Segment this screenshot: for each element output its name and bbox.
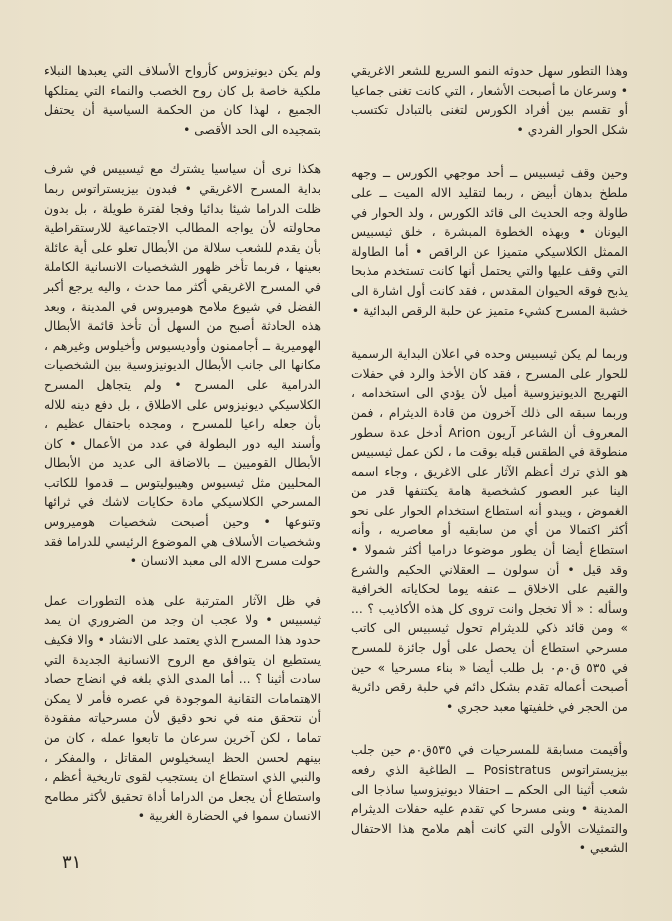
paragraph: وربما لم يكن ثيسبيس وحده في اعلان البداية الرسمية للحوار على المسرح ، فقد كان الأخذ والرد في حفلات التهريج الديونيزوسية أميل لأن يؤدي الى استخدامه ، وربما سبقه الى ذلك آخرون من قادة الديثرام ، فمن المعروف أن الشاعر آريون Arion أدخل عدة سطور منطوقة في الطقس قبله بوقت ما ، لكن عمل ثيسبيس هو الذي ترك أعظم الآثار على الاغريق ، وجاء اسمه الينا عبر العصور كشخصية هامة يكتنفها قدر من الغموض ، ويبدو أنه استطاع استخدام الحوار على نحو أكثر اكتمالا من أي من سابقيه أو معاصريه ، وأنه استطاع أيضا أن يطور موضوعا دراميا أكثر شمولا • وقد قيل • أن سولون ــ العقلاني الحكيم والشرع والقيم على الاخلاق ــ عنفه يوما لحكاياته الخرافية وسأله : « ألا تخجل وانت تروى كل هذه الأكاذيب ؟ ... » ومن قائد ذكي للديثرام تحول ثيسبيس الى كاتب مسرحي استطاع أن يحصل على أول جائزة للمسرح في ٥٣٥ ق٠م٠ بل طلب أيضا « بناء مسرحيا » حين أصبحت أعماله تقدم بشكل دائم في حلبة رقص دائرية من الحجر في خلفيتها معبد حجري • xyxy=(351,347,629,714)
paragraph: وهذا التطور سهل حدوثه النمو السريع للشعر الاغريقي • وسرعان ما أصبحت الأشعار ، التي كانت تغنى جماعيا أو تقسم بين أفراد الكورس لتغنى بالتبادل تكتسب شكل الحوار الفردي • xyxy=(351,64,628,137)
paragraph: هكذا نرى أن سياسيا يشترك مع ثيسبيس في شرف بداية المسرح الاغريقي • فبدون بيزيستراتوس ربما ظلت الدراما شيئا بدائيا وفجا لفترة طويلة ، بل بدون محاولته لأن يواجه المطالب الاجتماعية للارستقراطية بأن يقدم للشعب سلالة من الأبطال تعلو على أية عائلة بعينها ، فربما تأخر ظهور الشخصيات الانسانية الكاملة في المسرح الاغريقي أكثر مما حدث ، واليه يرجع أكبر الفضل في شيوع ملامح هوميروس في المدينة ، وبعد هذه الحادثة أصبح من السهل أن تأخذ قائمة الأبطال الهوميرية ــ أجاممنون وأوديسيوس وأخيلوس وغيرهم ، مكانها الى جانب الأبطال الديونيزوسية بين الشخصيات الدرامية على المسرح • ولم يتجاهل المسرح الكلاسيكي ديونيزوس على الاطلاق ، بل دفع دينه للاله بأن جعله راعيا للمسرح ، ومجده باحتفال عظيم ، وأسند اليه دور البطولة في عدد من الأعمال • كان الأبطال القوميين ــ بالاضافة الى عديد من الأبطال المحليين مثل ثيسيوس وهيبوليتوس ــ قدموا للكاتب المسرحي الكلاسيكي مادة حكايات لاشك في ثرائها وتنوعها • وحين أصبحت شخصيات هوميروس وشخصيات الأسلاف هي الموضوع الرئيسي للدراما فقد حولت مسرح الاله الى معبد الانسان • xyxy=(44,162,321,569)
paragraph: في ظل الآثار المترتبة على هذه التطورات عمل ثيسبيس • ولا عجب ان وجد من الضروري ان يمد حدود هذا المسرح الذي يعتمد على الانشاد • والا فكيف يستطيع ان يتوافق مع الروح الانسانية الجديدة التي سادت أثينا ؟ ... أما المدى الذي بلغه في انضاج حصاد الاهتمامات التقانية الموجودة في عصره فأمر لا يمكن أن نتحقق منه في نحو دقيق لأن مسرحياته مفقودة تماما ، لكن آخرين سرعان ما تابعوا عمله ، كان من بينهم لحسن الحظ ايسخيلوس المقاتل ، والمفكر ، والنبي الذي استطاع ان يستجيب لقوى تاريخية أعظم ، واستطاع أن يجعل من الدراما أداة تحقيق لأكثر مطامح الانسان سموا في الحضارة الغربية • xyxy=(44,593,321,824)
paragraph: ولم يكن ديونيزوس كأرواح الأسلاف التي يعبدها النبلاء ملكية خاصة بل كان روح الخصب والنماء التي يمتلكها الجميع ، لهذا كان من الحكمة السياسية أن يحتفل بتمجيده الى الحد الأقصى • xyxy=(44,64,321,137)
paragraph: وأقيمت مسابقة للمسرحيات في ٥٣٥ق٠م حين جلب بيزيستراتوس Posistratus ــ الطاغية الذي رفعه شعب أثينا الى الحكم ــ احتفالا ديونيزوسيا ساذجا الى المدينة • وبنى مسرحا كي تقدم عليه حفلات الديثرام والتمثيلات الأولى التي كانت أهم ملامح هذا الاحتفال الشعبي • xyxy=(351,743,629,856)
right-column xyxy=(351,62,629,856)
paragraph: وحين وقف ثيسبيس ــ أحد موجهي الكورس ــ وجهه ملطخ بدهان أبيض ، ربما لتقليد الاله الميت ــ على طاولة وجه الحديث الى قائد الكورس ، ولد الحوار في اليونان • وبهذه الخطوة المبشرة ، خلق ثيسبيس الممثل الكلاسيكي متميزا عن الراقص • أما الطاولة التي وقف عليها والتي يحتمل أنها كانت تستخدم مذبحا يذبح فوقه الحيوان المقدس ، فقد كانت أول اشارة الى خشبة المسرح كشيء متميز عن حلبة الرقص البدائية • xyxy=(351,166,628,318)
left-column xyxy=(44,62,321,842)
text-columns xyxy=(44,62,629,856)
page-number: ٣١ xyxy=(62,852,82,873)
